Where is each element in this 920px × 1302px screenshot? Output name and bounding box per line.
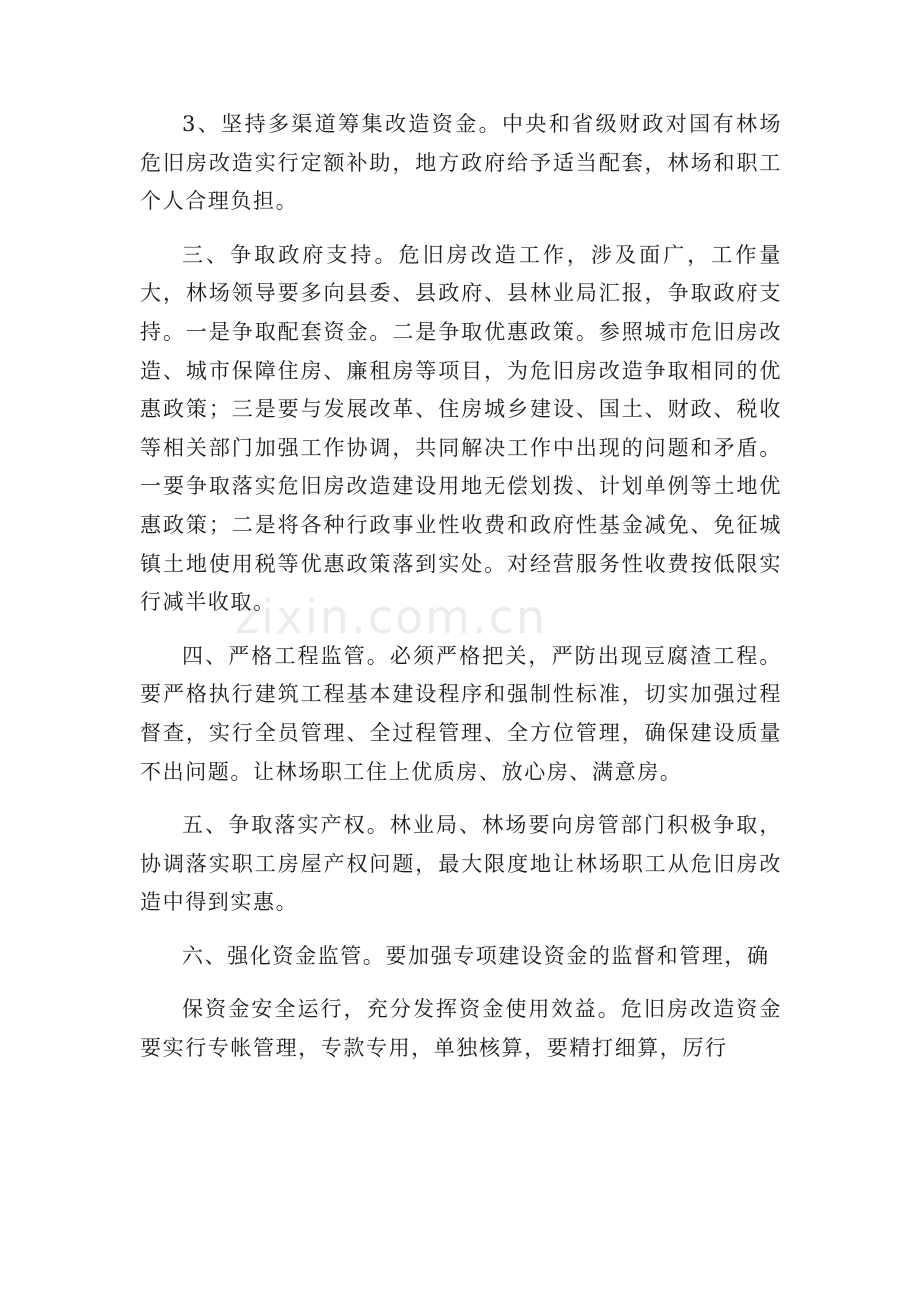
document-body: [140, 105, 782, 1068]
watermark: zixin.com.cn: [235, 590, 548, 644]
paragraph-property-rights: 五、争取落实产权。林业局、林场要向房管部门积极争取，协调落实职工房屋产权问题，最大限度地让林场职工从危旧房改造中得到实惠。: [140, 813, 782, 915]
paragraph-fund-supervision: 六、强化资金监管。要加强专项建设资金的监督和管理，确: [182, 943, 770, 968]
paragraph-project-supervision: 四、严格工程监管。必须严格把关，严防出现豆腐渣工程。要严格执行建筑工程基本建设程序和强制性标准，切实加强过程督查，实行全员管理、全过程管理、全方位管理，确保建设质量不出问题。让林场职工住上优质房、放心房、满意房。: [140, 643, 782, 784]
paragraph-government-support: 三、争取政府支持。危旧房改造工作，涉及面广，工作量大，林场领导要多向县委、县政府、县林业局汇报，争取政府支持。一是争取配套资金。二是争取优惠政策。参照城市危旧房改造、城市保障住房、廉租房等项目，为危旧房改造争取相同的优惠政策；三是要与发展改革、住房城乡建设、国土、财政、税收等相关部门加强工作协调，共同解决工作中出现的问题和矛盾。一要争取落实危旧房改造建设用地无偿划拨、计划单例等土地优惠政策；二是将各种行政事业性收费和政府性基金减免、免征城镇土地使用税等优惠政策落到实处。对经营服务性收费按低限实行减半收取。: [140, 242, 782, 615]
paragraph-fund-management: 保资金安全运行，充分发挥资金使用效益。危旧房改造资金要实行专帐管理，专款专用，单独核算，要精打细算，厉行: [140, 997, 782, 1061]
paragraph-funding-channels: 3、坚持多渠道筹集改造资金。中央和省级财政对国有林场危旧房改造实行定额补助，地方政府给予适当配套，林场和职工个人合理负担。: [140, 112, 782, 214]
